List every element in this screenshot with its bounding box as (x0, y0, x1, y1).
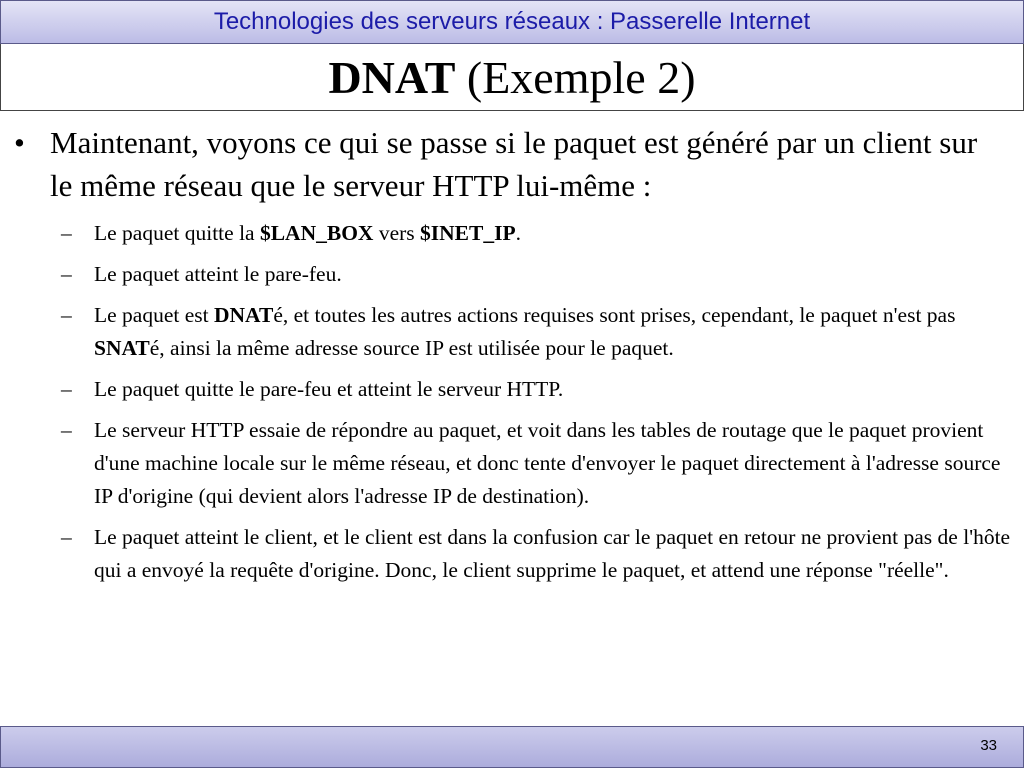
sub-item-5-text: Le serveur HTTP essaie de répondre au paquet, et voit dans les tables de routage que le paquet provient d'une machine locale sur le même réseau, et donc tente d'envoyer le paquet directement à l'adresse source IP d'origine (qui devient alors l'adresse IP de destination). (94, 418, 1001, 508)
page-number: 33 (980, 737, 997, 754)
slide-title (328, 52, 695, 103)
sub-item-1 (61, 217, 1012, 250)
footer-bar (0, 726, 1024, 768)
text-run: Le paquet quitte la (94, 221, 260, 245)
bold-run: $LAN_BOX (259, 221, 374, 245)
dash-marker: – (61, 525, 72, 549)
bold-run: SNAT (94, 336, 150, 360)
bold-run: $INET_IP (420, 221, 516, 245)
sub-item-4-text: Le paquet quitte le pare-feu et atteint le serveur HTTP. (94, 377, 564, 401)
dash-marker: – (61, 377, 72, 401)
header-text: Technologies des serveurs réseaux : Passerelle Internet (213, 8, 811, 35)
text-run: é, ainsi la même adresse source IP est utilisée pour le paquet. (149, 336, 674, 360)
dash-marker: – (61, 303, 72, 327)
sub-item-4 (61, 373, 1012, 406)
slide-content (0, 121, 1024, 587)
dash-marker: – (61, 418, 72, 442)
slide-title-box (0, 44, 1024, 111)
slide-title-bold: DNAT (328, 52, 456, 103)
sub-item-6 (61, 521, 1012, 587)
main-bullet-text: Maintenant, voyons ce qui se passe si le paquet est généré par un client sur le même réseau que le serveur HTTP lui-même : (50, 125, 978, 203)
sub-item-1-text (94, 221, 521, 245)
sub-item-6-text: Le paquet atteint le client, et le client est dans la confusion car le paquet en retour ne provient pas de l'hôte qui a envoyé la requête d'origine. Donc, le client supprime le paquet, et attend une réponse "réelle". (94, 525, 1011, 582)
sub-item-3-text (94, 303, 955, 360)
sub-item-3 (61, 299, 1012, 365)
main-bullet (14, 121, 985, 207)
text-run: . (515, 221, 521, 245)
dash-marker: – (61, 221, 72, 245)
slide-title-rest: (Exemple 2) (455, 52, 696, 103)
text-run: vers (373, 221, 421, 245)
sub-item-5 (61, 414, 1012, 513)
bold-run: DNAT (214, 303, 274, 327)
dash-marker: – (61, 262, 72, 286)
text-run: Le paquet est (94, 303, 214, 327)
sub-item-2 (61, 258, 1012, 291)
header-bar (0, 0, 1024, 44)
text-run: é, et toutes les autres actions requises sont prises, cependant, le paquet n'est pas (273, 303, 956, 327)
bullet-marker: • (14, 125, 25, 160)
sub-item-2-text: Le paquet atteint le pare-feu. (94, 262, 342, 286)
